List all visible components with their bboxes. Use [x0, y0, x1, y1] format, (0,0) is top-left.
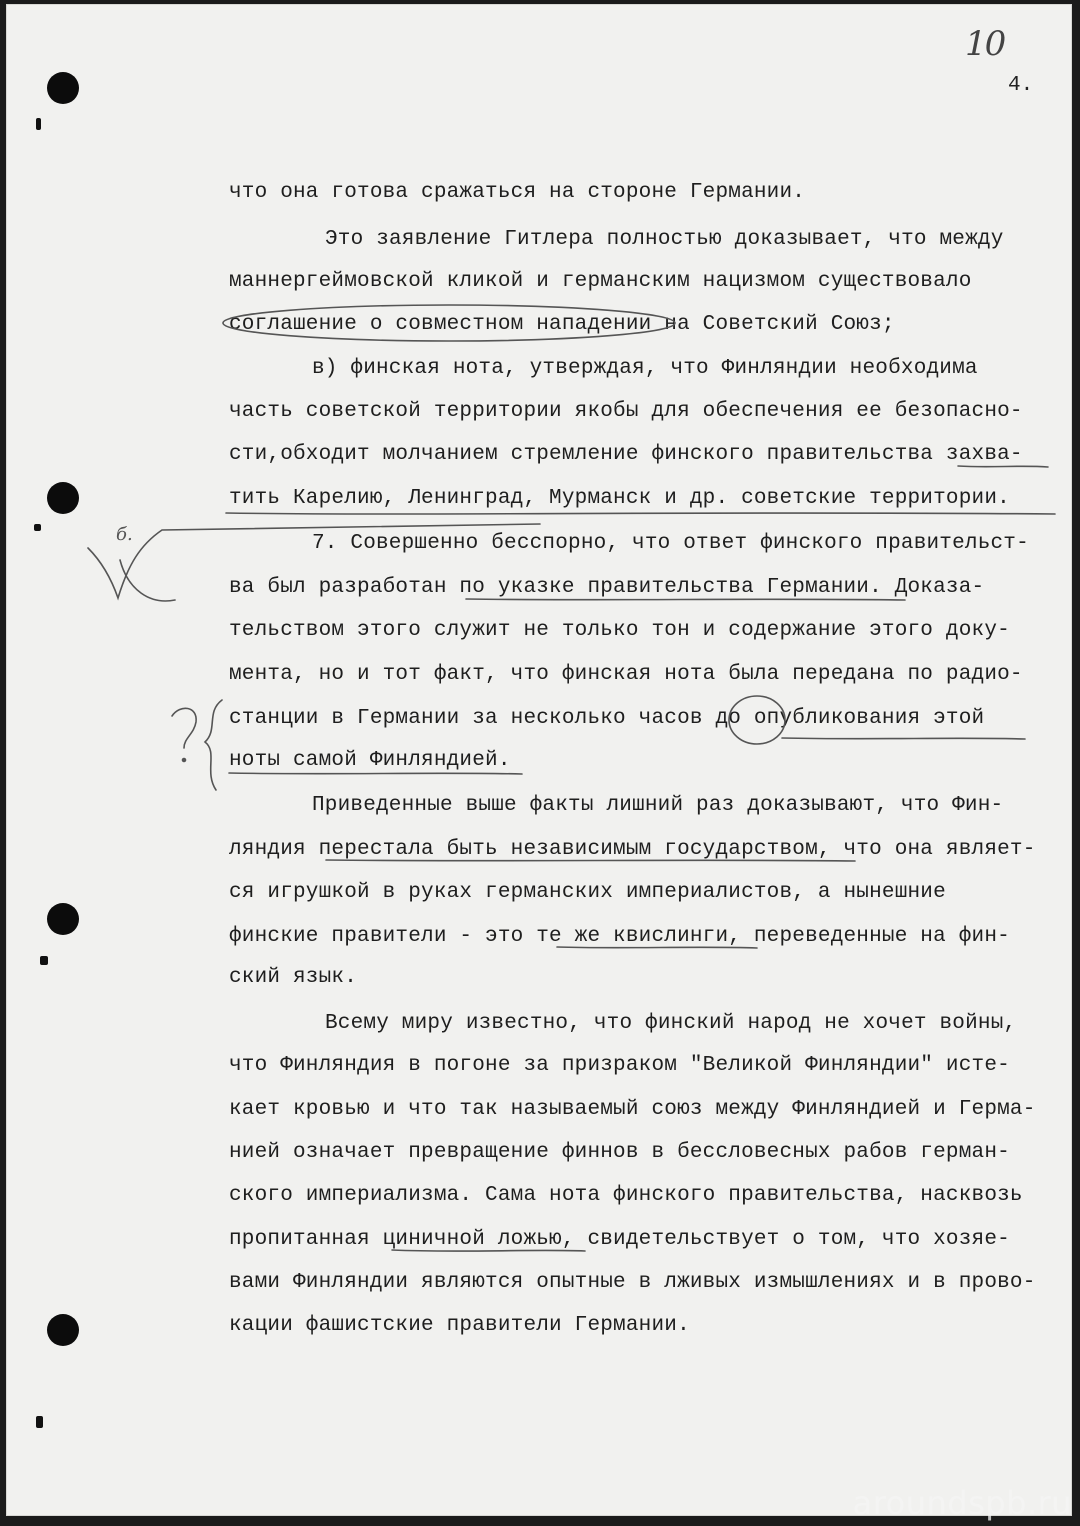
text-line: нией означает превращение финнов в бессловесных рабов герман-: [229, 1141, 1010, 1164]
binding-mark: [34, 524, 41, 531]
text-line: ский язык.: [229, 966, 358, 989]
handwritten-sheet-number: 10: [965, 24, 1005, 64]
punch-hole: [47, 1314, 79, 1346]
text-line: часть советской территории якобы для обеспечения ее безопасно-: [229, 400, 1023, 423]
margin-note-b: б.: [116, 524, 133, 545]
text-line: 7. Совершенно бесспорно, что ответ финского правительст-: [312, 532, 1029, 555]
punch-hole: [47, 903, 79, 935]
binding-mark: [40, 956, 48, 965]
text-line: тельством этого служит не только тон и содержание этого доку-: [229, 619, 1010, 642]
text-line: ся игрушкой в руках германских империалистов, а нынешние: [229, 881, 946, 904]
text-line: ва был разработан по указке правительства Германии. Доказа-: [229, 576, 985, 599]
text-line: ноты самой Финляндией.: [229, 749, 511, 772]
punch-hole: [47, 72, 79, 104]
text-line: пропитанная циничной ложью, свидетельствует о том, что хозяе-: [229, 1228, 1010, 1251]
text-line: кации фашистские правители Германии.: [229, 1314, 690, 1337]
watermark: aroundspb.ru: [852, 1484, 1072, 1522]
text-line: ского империализма. Сама нота финского правительства, насквозь: [229, 1184, 1023, 1207]
text-line: Приведенные выше факты лишний раз доказывают, что Фин-: [312, 794, 1004, 817]
text-line: маннергеймовской кликой и германским нацизмом существовало: [229, 270, 972, 293]
binding-mark: [36, 118, 41, 130]
text-line: ляндия перестала быть независимым государством, что она являет-: [229, 838, 1036, 861]
text-line: кает кровью и что так называемый союз между Финляндией и Герма-: [229, 1098, 1036, 1121]
text-line: мента, но и тот факт, что финская нота была передана по радио-: [229, 663, 1023, 686]
text-line: Всему миру известно, что финский народ не хочет войны,: [325, 1012, 1017, 1035]
text-line: тить Карелию, Ленинград, Мурманск и др. советские территории.: [229, 487, 1010, 510]
binding-mark: [36, 1416, 43, 1428]
text-line: вами Финляндии являются опытные в лживых измышлениях и в прово-: [229, 1271, 1036, 1294]
text-line: соглашение о совместном нападении на Советский Союз;: [229, 313, 895, 336]
text-line: сти,обходит молчанием стремление финского правительства захва-: [229, 443, 1023, 466]
text-line: в) финская нота, утверждая, что Финляндии необходима: [312, 357, 978, 380]
text-line: что Финляндия в погоне за призраком "Великой Финляндии" исте-: [229, 1054, 1010, 1077]
punch-hole: [47, 482, 79, 514]
text-line: Это заявление Гитлера полностью доказывает, что между: [325, 228, 1004, 251]
text-line: финские правители - это те же квислинги, переведенные на фин-: [229, 925, 1010, 948]
margin-note-question: ?: [1000, 1, 1001, 2]
text-line: что она готова сражаться на стороне Германии.: [229, 181, 806, 204]
text-line: станции в Германии за несколько часов до опубликования этой: [229, 707, 985, 730]
page-number: 4.: [1008, 74, 1034, 97]
